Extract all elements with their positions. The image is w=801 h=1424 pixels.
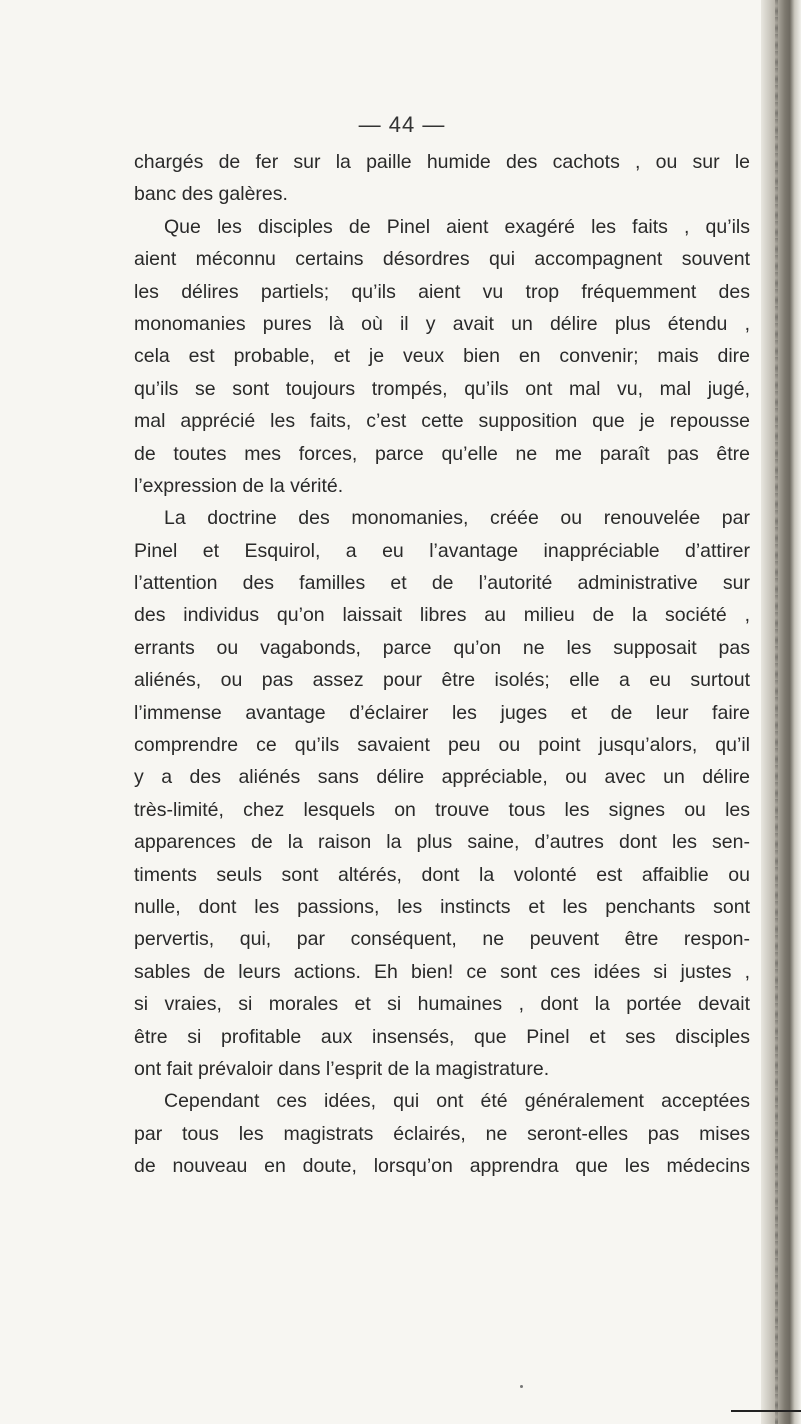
text-line: comprendre ce qu’ils savaient peu ou point jusqu’alors, qu’il	[134, 734, 750, 757]
text-line: banc des galères.	[134, 183, 288, 206]
text-line: apparences de la raison la plus saine, d’autres dont les sen-	[134, 831, 750, 854]
text-line: pervertis, qui, par conséquent, ne peuvent être respon-	[134, 928, 750, 951]
text-line: ont fait prévaloir dans l’esprit de la magistrature.	[134, 1057, 550, 1080]
text-line: par tous les magistrats éclairés, ne seront-elles pas mises	[134, 1122, 750, 1145]
paragraph-start-line: Que les disciples de Pinel aient exagéré les faits , qu’ils	[164, 215, 750, 238]
text-line: monomanies pures là où il y avait un délire plus étendu ,	[134, 312, 750, 335]
text-line: Pinel et Esquirol, a eu l’avantage inappréciable d’attirer	[134, 539, 750, 562]
text-line: timents seuls sont altérés, dont la volonté est affaiblie ou	[134, 863, 750, 886]
text-line: de nouveau en doute, lorsqu’on apprendra que les médecins	[134, 1155, 750, 1178]
text-line: être si profitable aux insensés, que Pinel et ses disciples	[134, 1025, 750, 1048]
paragraph-start-line: Cependant ces idées, qui ont été généralement acceptées	[164, 1090, 750, 1113]
text-line: errants ou vagabonds, parce qu’on ne les supposait pas	[134, 636, 750, 659]
text-line: sables de leurs actions. Eh bien! ce sont ces idées si justes ,	[134, 960, 750, 983]
text-line: très-limité, chez lesquels on trouve tous les signes ou les	[134, 798, 750, 821]
text-line: l’attention des familles et de l’autorité administrative sur	[134, 572, 750, 595]
text-line: l’immense avantage d’éclairer les juges et de leur faire	[134, 701, 750, 724]
body-text	[134, 146, 750, 1183]
text-line: aliénés, ou pas assez pour être isolés; elle a eu surtout	[134, 669, 750, 692]
text-line: aient méconnu certains désordres qui accompagnent souvent	[134, 248, 750, 271]
text-line: mal apprécié les faits, c’est cette supposition que je repousse	[134, 410, 750, 433]
text-line: y a des aliénés sans délire appréciable, ou avec un délire	[134, 766, 750, 789]
text-line: chargés de fer sur la paille humide des cachots , ou sur le	[134, 151, 750, 173]
text-line: l’expression de la vérité.	[134, 474, 344, 497]
book-spine-edge	[761, 0, 801, 1424]
text-line: nulle, dont les passions, les instincts et les penchants sont	[134, 895, 750, 918]
page-number: — 44 —	[358, 112, 446, 137]
text-line: de toutes mes forces, parce qu’elle ne me paraît pas être	[134, 442, 750, 465]
text-line: qu’ils se sont toujours trompés, qu’ils ont mal vu, mal jugé,	[134, 377, 750, 400]
text-line: des individus qu’on laissait libres au milieu de la société ,	[134, 604, 750, 627]
text-line: cela est probable, et je veux bien en convenir; mais dire	[134, 345, 750, 368]
text-line: les délires partiels; qu’ils aient vu trop fréquemment des	[134, 280, 750, 303]
speck-mark	[520, 1385, 523, 1388]
page-bottom-edge	[731, 1410, 801, 1412]
text-line: si vraies, si morales et si humaines , dont la portée devait	[134, 993, 750, 1016]
paragraph-start-line: La doctrine des monomanies, créée ou renouvelée par	[164, 507, 750, 530]
